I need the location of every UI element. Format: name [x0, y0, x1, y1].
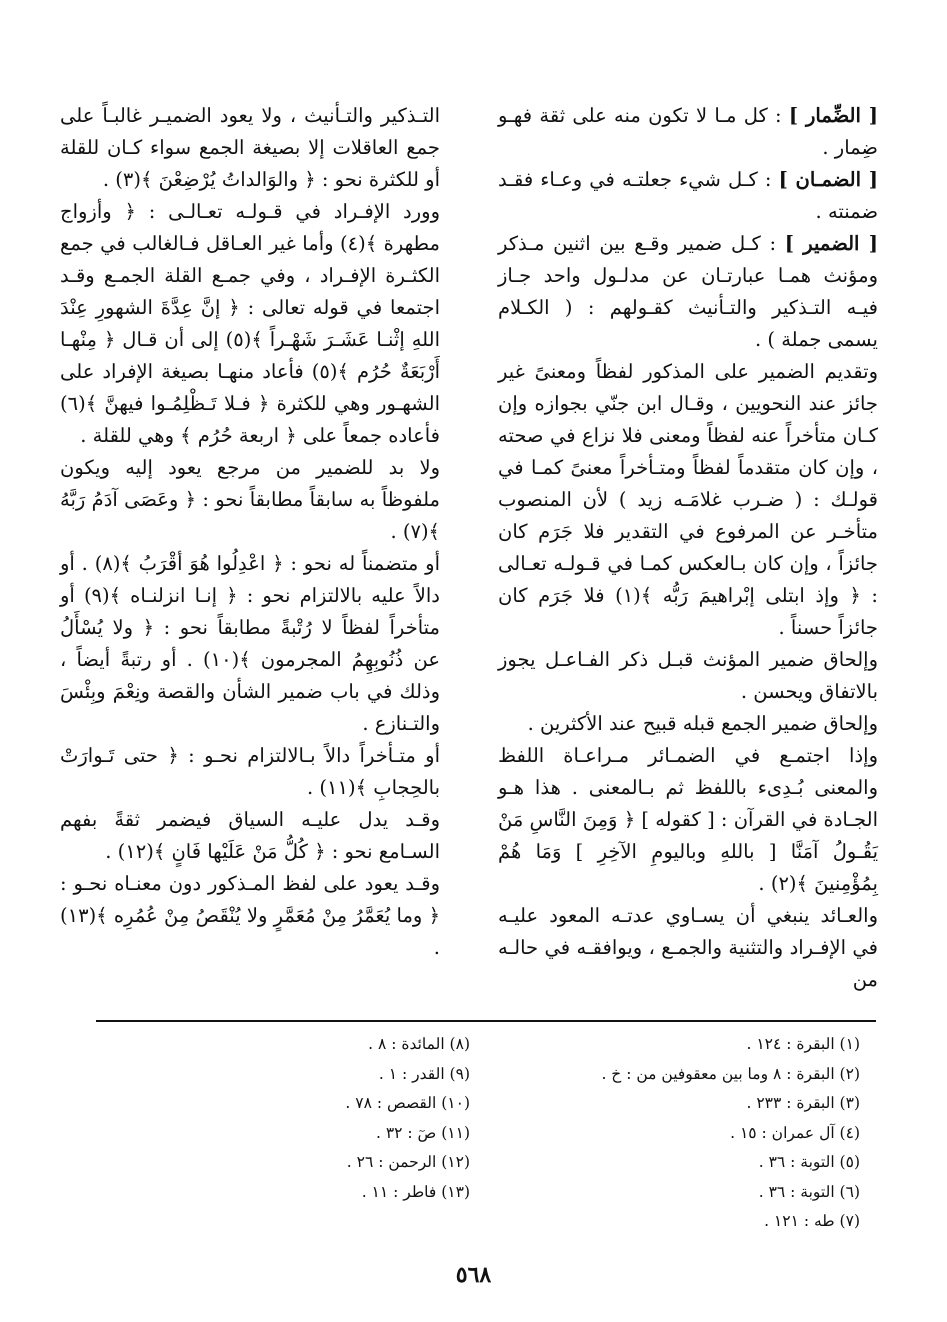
paragraph — [498, 644, 878, 708]
paragraph — [498, 100, 878, 164]
paragraph — [498, 708, 878, 740]
footnote: (٢) البقرة : ٨ وما بين معقوفين من : خ . — [601, 1064, 860, 1083]
footnote: (٥) التوبة : ٣٦ . — [758, 1153, 860, 1171]
footnote: (١٣) فاطر : ١١ . — [361, 1182, 470, 1201]
body-text: وإذا اجتمـع في الضمـائر مـراعـاة اللفظ والمعنى بُـدِىء باللفظ ثم بـالمعنى . هذا هـو الجـادة في القرآن : [ كقوله ] ﴿ وَمِنَ النَّاسِ مَنْ يَقُـولُ آمَنَّا [ باللهِ وباليومِ الآخِرِ ] وَمَا هُمْ بِمُؤْمِنينَ ﴾(٢) . — [498, 744, 878, 895]
paragraph: أو متـأخراً دالاً بـالالتزام نحـو : ﴿ حتى تَـوارَتْ بالحِجابِ ﴾(١١) . — [60, 744, 440, 799]
entry-term: [ الضمير ] — [784, 232, 879, 255]
footnotes-left — [130, 1030, 470, 1207]
paragraph: وقـد يدل عليـه السياق فيضمر ثقةً بفهم السـامع نحو : ﴿ كُلُّ مَنْ عَلَيْها فَانٍ ﴾(١٢) . — [60, 808, 440, 863]
paragraph — [498, 164, 878, 228]
footnote: (٦) التوبة : ٣٦ . — [758, 1182, 860, 1201]
entry-term: [ الضمـان ] — [778, 168, 878, 191]
paragraph — [498, 228, 878, 356]
left-text-column — [60, 100, 440, 964]
paragraph — [498, 740, 878, 900]
body-text: وتقديم الضمير على المذكور لفظاً ومعنىً غير جائز عند النحويين ، وقـال ابن جنّي بجوازه وإن كـان متأخراً عنه لفظاً ومعنى فلا نزاع في صحته ، وإن كان متقدماً لفظاً ومتـأخراً معنىً كمـا في قولـك : ( ضـرب غلامَـه زيد ) لأن المنصوب متأخـر عن المرفوع في التقدير فلا جَرَم كان جائزاً ، وإن كان بـالعكس كمـا في قـولـه تعـالى : ﴿ وإذ ابتلى إبْراهيمَ رَبُّه ﴾(١) فلا جَرَم كان جائزاً حسناً . — [498, 360, 878, 639]
footnote: (١) البقرة : ١٢٤ . — [746, 1035, 860, 1053]
footnotes-right — [560, 1030, 860, 1237]
paragraph: التـذكير والتـأنيث ، ولا يعود الضميـر غالبـاً على جمع العاقلات إلا بصيغة الجمع سواء كـان للقلة أو للكثرة نحو : ﴿ والوَالداتُ يُرْضِعْنَ ﴾(٣) . — [60, 104, 440, 191]
right-text-column — [498, 100, 878, 996]
paragraph: وقـد يعود على لفظ المـذكور دون معنـاه نحـو : ﴿ وما يُعَمَّرُ مِنْ مُعَمَّرٍ ولا يُنْقَصُ مِنْ عُمُرِه ﴾(١٣) . — [60, 872, 440, 959]
footnote: (٩) القدر : ١ . — [378, 1064, 470, 1083]
paragraph: أو متضمناً له نحو : ﴿ اعْدِلُوا هُوَ أقْرَبُ ﴾(٨) . أو دالاً عليه بالالتزام نحو : ﴿ إنـا انزلنـاه ﴾(٩) أو متأخراً لفظاً لا رُتْبةً مطابقاً نحو : ﴿ ولا يُسْأَلُ عن ذُنُوبِهِمُ المجرمون ﴾(١٠) . أو رتبةً أيضاً ، وذلك في باب ضمير الشأن والقصة ونِعْمَ وبِئْسَ والتـنازع . — [60, 552, 440, 735]
page-number: ٥٦٨ — [455, 1262, 492, 1288]
body-text: وإلحاق ضمير الجمع قبله قبيح عند الأكثرين . — [527, 712, 878, 735]
footnote: (٧) طه : ١٢١ . — [764, 1212, 860, 1230]
footnote: (٣) البقرة : ٢٣٣ . — [746, 1094, 860, 1112]
entry-text: : كـل شيء جعلتـه في وعـاء فقـد ضمنته . — [498, 168, 878, 223]
entry-text: : كل مـا لا تكون منه على ثقة فهـو ضِمار . — [498, 104, 878, 159]
footnote: (٤) آل عمران : ١٥ . — [730, 1123, 860, 1142]
body-text: وإلحاق ضمير المؤنث قبـل ذكر الفـاعـل يجوز بالاتفاق ويحسن . — [498, 648, 878, 703]
footnote: (١٠) القصص : ٧٨ . — [345, 1094, 470, 1112]
body-text: والعـائد ينبغي أن يسـاوي عدتـه المعود عليـه في الإفـراد والتثنية والجمـع ، ويوافقـه في حالـه من — [498, 904, 878, 991]
entry-text: : كـل ضمير وقـع بين اثنين مـذكر ومؤنث همـا عبارتـان عن مدلـول واحد جـاز فيـه التـذكير والتـأنيث كقـولهم : ( الكـلام يسمى جملة ) . — [498, 232, 878, 351]
paragraph: ولا بد للضمير من مرجع يعود إليه ويكون ملفوظاً به سابقاً مطابقاً نحو : ﴿ وعَصَى آدَمُ رَبَّهُ ﴾(٧) . — [60, 456, 440, 543]
paragraph: وورد الإفـراد في قـولـه تعـالـى : ﴿ وأزواج مطهرة ﴾(٤) وأما غير العـاقل فـالغالب في جمع الكثـرة الإفـراد ، وفي جمـع القلة الجمـع وقـد اجتمعا في قوله تعالى : ﴿ إنَّ عِدَّةَ الشهورِ عِنْدَ اللهِ إثْنـا عَشَـرَ شَهْـراً ﴾(٥) إلى أن قـال ﴿ مِنْهـا أَرْبَعَةٌ حُرُم ﴾(٥) فأعاد منهـا بصيغة الإفراد على الشهـور وهي للكثرة ﴿ فـلا تَـظْلِمُـوا فيهنَّ ﴾(٦) فأعاده جمعاً على ﴿ اربعة حُرُم ﴾ وهي للقلة . — [60, 200, 440, 447]
footnote: (١١) صٓ : ٣٢ . — [375, 1123, 470, 1142]
paragraph — [498, 900, 878, 996]
entry-term: [ الضِّمار ] — [788, 104, 878, 127]
paragraph — [498, 356, 878, 644]
footnote-divider — [96, 1020, 876, 1022]
footnote: (١٢) الرحمن : ٢٦ . — [346, 1153, 470, 1171]
footnote: (٨) المائدة : ٨ . — [368, 1035, 470, 1053]
